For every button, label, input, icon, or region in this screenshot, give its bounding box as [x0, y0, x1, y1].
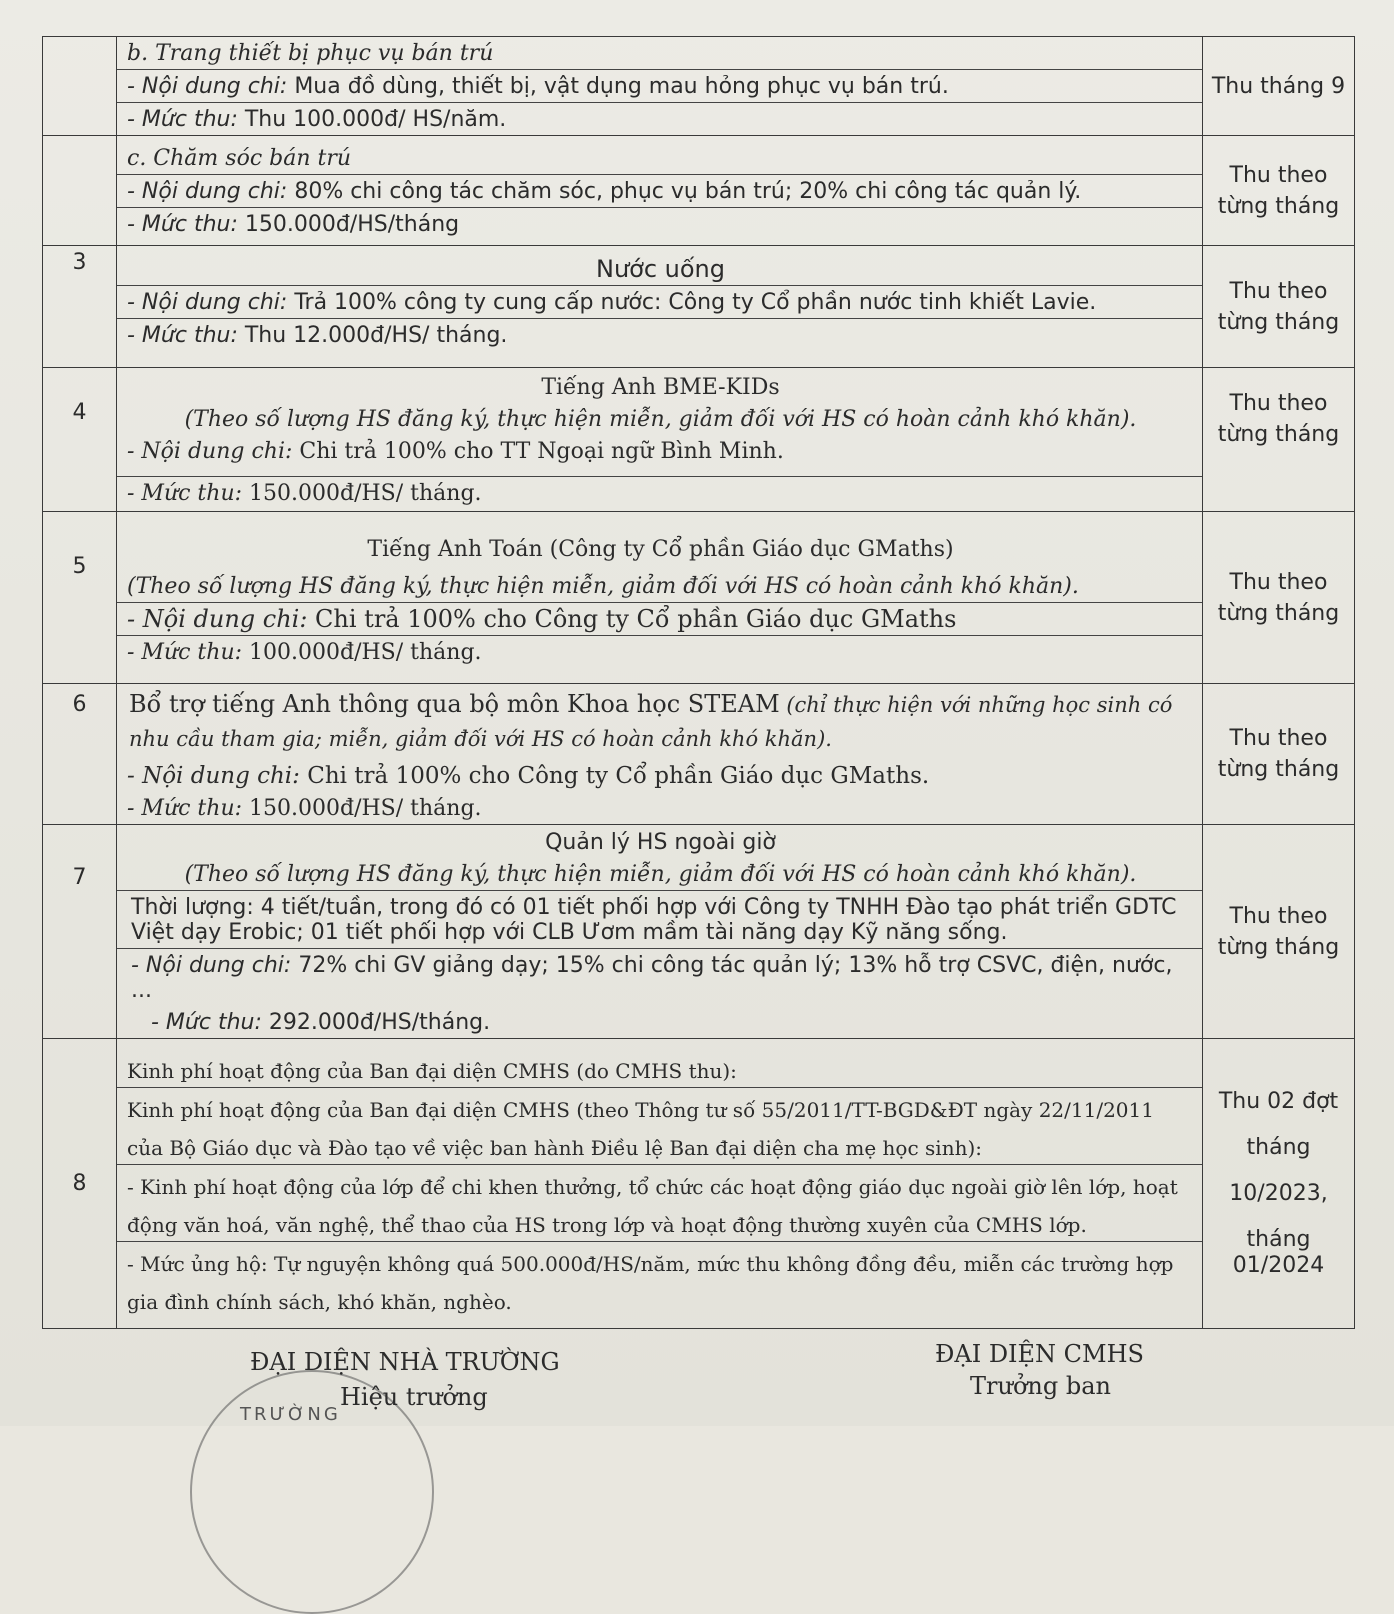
- content-text: Chi trả 100% cho TT Ngoại ngữ Bình Minh.: [292, 438, 784, 464]
- section-note: (Theo số lượng HS đăng ký, thực hiện miễn, giảm đối với HS có hoàn cảnh khó khăn).: [117, 570, 1202, 603]
- row-number-cell: [43, 136, 117, 246]
- row-content: [117, 37, 1203, 136]
- content-text: Chi trả 100% cho Công ty Cổ phần Giáo dục GMaths.: [299, 763, 930, 789]
- section-title: Quản lý HS ngoài giờ: [545, 829, 776, 855]
- row-number-cell: [43, 37, 117, 136]
- fee-label: - Mức thu:: [127, 796, 243, 821]
- fee-text: 292.000đ/HS/tháng.: [261, 1009, 491, 1035]
- parents-signature-role: Trưởng ban: [970, 1372, 1111, 1400]
- table-row: [43, 136, 1355, 246]
- content-label: - Nội dung chi:: [127, 290, 288, 315]
- fee-table: [42, 36, 1355, 1329]
- row-number: 6: [43, 684, 117, 825]
- content-text: Trả 100% công ty cung cấp nước: Công ty Cổ phần nước tinh khiết Lavie.: [287, 290, 1097, 315]
- steam-description: [117, 684, 1202, 760]
- time-line: tháng: [1246, 1226, 1311, 1252]
- collection-time: Thu theo từng tháng: [1203, 246, 1355, 368]
- row-number: 8: [43, 1039, 117, 1329]
- table-row: [43, 684, 1355, 825]
- fee-text: 150.000đ/HS/ tháng.: [242, 480, 482, 506]
- school-signature-role: Hiệu trưởng: [340, 1383, 488, 1411]
- fee-text: Thu 100.000đ/ HS/năm.: [237, 107, 507, 132]
- row-number: 5: [43, 512, 117, 684]
- collection-time: Thu tháng 9: [1203, 37, 1355, 136]
- fee-text: 150.000đ/HS/tháng: [237, 211, 460, 237]
- content-label: - Nội dung chi:: [127, 605, 308, 633]
- row-content: [117, 825, 1203, 1039]
- table-row: [43, 512, 1355, 684]
- collection-time: Thu theo từng tháng: [1203, 684, 1355, 825]
- content-label: - Nội dung chi:: [127, 74, 288, 99]
- collection-time: [1203, 1039, 1355, 1329]
- fee-text: 100.000đ/HS/ tháng.: [242, 640, 482, 665]
- section-note: (Theo số lượng HS đăng ký, thực hiện miễn, giảm đối với HS có hoàn cảnh khó khăn).: [117, 858, 1202, 891]
- time-line: Thu 02 đợt: [1218, 1088, 1339, 1114]
- content-label: - Nội dung chi:: [127, 763, 300, 789]
- collection-time: Thu theo từng tháng: [1203, 368, 1355, 512]
- collection-time: Thu theo từng tháng: [1203, 136, 1355, 246]
- row-content: [117, 246, 1203, 368]
- row-number: 7: [43, 825, 117, 1039]
- content-text: 80% chi công tác chăm sóc, phục vụ bán trú; 20% chi công tác quản lý.: [287, 178, 1082, 204]
- fee-label: - Mức thu:: [127, 323, 238, 348]
- duration-text: Thời lượng: 4 tiết/tuần, trong đó có 01 tiết phối hợp với Công ty TNHH Đào tạo phát triển GDTC Việt dạy Erobic; 01 tiết phối hợp với CLB Ươm mầm tài năng dạy Kỹ năng sống.: [117, 891, 1202, 949]
- cmhs-line: gia đình chính sách, khó khăn, nghèo.: [127, 1290, 512, 1314]
- content-label: - Nội dung chi:: [127, 178, 288, 204]
- section-title: c. Chăm sóc bán trú: [117, 142, 1202, 175]
- content-text: 72% chi GV giảng dạy; 15% chi công tác quản lý; 13% hỗ trợ CSVC, điện, nước, ...: [131, 952, 1173, 1003]
- row-content: [117, 1039, 1203, 1329]
- row-number: 3: [43, 246, 117, 368]
- section-note: (Theo số lượng HS đăng ký, thực hiện miễn, giảm đối với HS có hoàn cảnh khó khăn).: [184, 406, 1137, 432]
- section-title: Nước uống: [117, 253, 1202, 286]
- content-label: - Nội dung chi:: [127, 438, 293, 464]
- cmhs-line: động văn hoá, văn nghệ, thể thao của HS trong lớp và hoạt động thường xuyên của CMHS lớp.: [117, 1203, 1202, 1242]
- row-content: [117, 368, 1203, 512]
- fee-text: 150.000đ/HS/ tháng.: [242, 796, 482, 821]
- cmhs-line: của Bộ Giáo dục và Đào tạo về việc ban hành Điều lệ Ban đại diện cha mẹ học sinh):: [117, 1126, 1202, 1165]
- stamp-text: TRƯỜNG: [240, 1404, 341, 1425]
- section-title: Tiếng Anh BME-KIDs: [541, 374, 780, 400]
- content-label: - Nội dung chi:: [131, 952, 292, 978]
- cmhs-line: Kinh phí hoạt động của Ban đại diện CMHS (theo Thông tư số 55/2011/TT-BGD&ĐT ngày 22/11/2011: [127, 1098, 1154, 1122]
- table-row: [43, 1039, 1355, 1329]
- fee-label: - Mức thu:: [127, 640, 243, 665]
- cmhs-line: - Kinh phí hoạt động của lớp để chi khen thưởng, tổ chức các hoạt động giáo dục ngoài giờ lên lớp, hoạt: [127, 1175, 1178, 1199]
- section-title: Bổ trợ tiếng Anh thông qua bộ môn Khoa học STEAM: [129, 690, 780, 718]
- parents-signature-title: ĐẠI DIỆN CMHS: [935, 1340, 1144, 1368]
- fee-label: - Mức thu:: [127, 211, 238, 237]
- cmhs-heading: Kinh phí hoạt động của Ban đại diện CMHS (do CMHS thu):: [117, 1049, 1202, 1088]
- fee-text: Thu 12.000đ/HS/ tháng.: [237, 323, 508, 348]
- row-content: [117, 512, 1203, 684]
- section-note: (chỉ thực hiện với những học sinh có nhu cầu tham gia; miễn, giảm đối với HS có hoàn cảnh khó khăn).: [129, 693, 1173, 751]
- time-line: tháng: [1246, 1134, 1311, 1160]
- row-content: [117, 684, 1203, 825]
- content-text: Mua đồ dùng, thiết bị, vật dụng mau hỏng phục vụ bán trú.: [287, 74, 949, 99]
- table-row: [43, 825, 1355, 1039]
- section-title: Tiếng Anh Toán (Công ty Cổ phần Giáo dục GMaths): [367, 537, 954, 562]
- fee-label: - Mức thu:: [127, 107, 238, 132]
- section-title: b. Trang thiết bị phục vụ bán trú: [117, 37, 1202, 70]
- row-content: [117, 136, 1203, 246]
- time-line: 10/2023,: [1229, 1180, 1328, 1206]
- collection-time: Thu theo từng tháng: [1203, 512, 1355, 684]
- table-row: [43, 246, 1355, 368]
- collection-time: Thu theo từng tháng: [1203, 825, 1355, 1039]
- fee-label: - Mức thu:: [127, 480, 243, 506]
- cmhs-line: - Mức ủng hộ: Tự nguyện không quá 500.000đ/HS/năm, mức thu không đồng đều, miễn các trường hợp: [127, 1252, 1174, 1276]
- fee-label: - Mức thu:: [151, 1009, 262, 1035]
- time-line: 01/2024: [1232, 1252, 1325, 1278]
- table-row: [43, 368, 1355, 512]
- content-text: Chi trả 100% cho Công ty Cổ phần Giáo dục GMaths: [307, 605, 957, 633]
- table-row: [43, 37, 1355, 136]
- row-number: 4: [43, 368, 117, 512]
- school-signature-title: ĐẠI DIỆN NHÀ TRƯỜNG: [250, 1348, 560, 1376]
